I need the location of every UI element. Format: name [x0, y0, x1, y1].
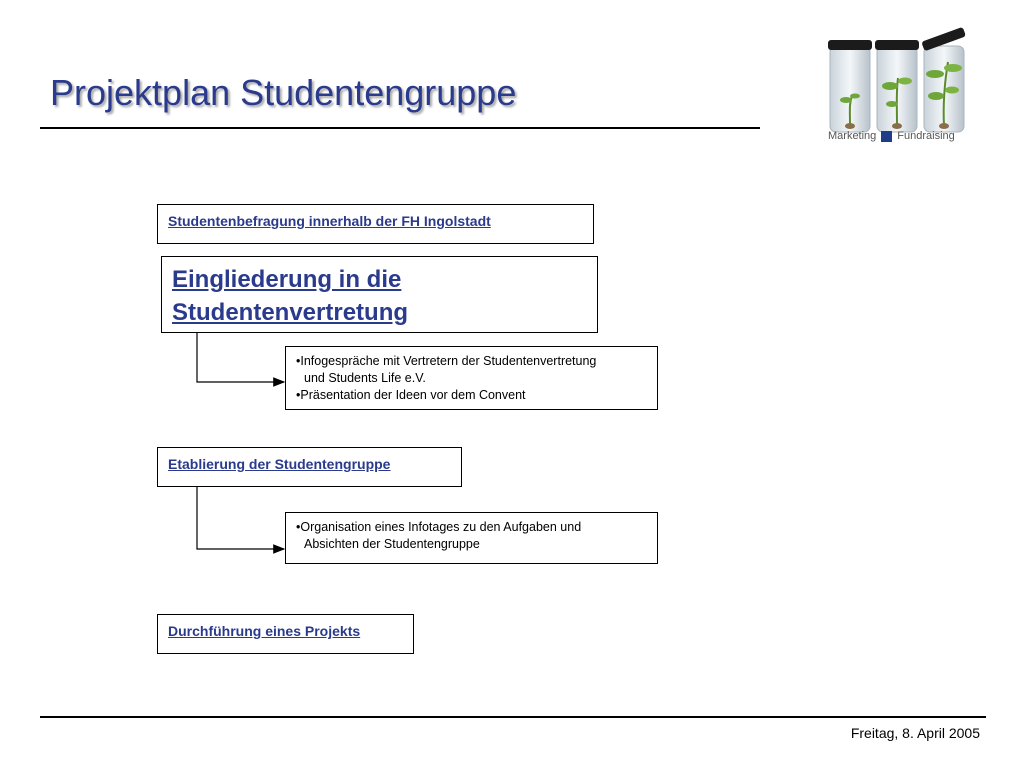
step-box-4	[157, 614, 414, 654]
detail-line: •Präsentation der Ideen vor dem Convent	[296, 388, 526, 402]
step-title-2[interactable]: Eingliederung in die Studentenvertretung	[172, 266, 409, 326]
step-title-3[interactable]: Etablierung der Studentengruppe	[168, 456, 391, 472]
details-box-2	[285, 346, 658, 410]
details-list-3	[296, 519, 581, 553]
detail-line: •Infogespräche mit Vertretern der Studentenvertretung	[296, 354, 597, 368]
connector-step2-details	[197, 333, 284, 382]
step-title-4[interactable]: Durchführung eines Projekts	[168, 623, 361, 639]
footer-date: Freitag, 8. April 2005	[850, 725, 980, 741]
slide-title: Projektplan Studentengruppe	[50, 72, 517, 113]
footer-divider	[40, 716, 986, 718]
details-box-3	[285, 512, 658, 564]
detail-line: •Organisation eines Infotages zu den Aufgaben und	[296, 520, 582, 534]
logo-text-fundraising: Fundraising	[897, 130, 955, 142]
title-divider	[40, 127, 760, 129]
connector-step3-details	[197, 487, 284, 549]
step-box-2	[161, 256, 598, 333]
detail-line: Absichten der Studentengruppe	[304, 537, 480, 551]
step-box-1	[157, 204, 594, 244]
logo-text-marketing: Marketing	[828, 130, 877, 142]
detail-line: und Students Life e.V.	[304, 371, 426, 385]
step-title-1[interactable]: Studentenbefragung innerhalb der FH Ingolstadt	[168, 213, 491, 229]
details-list-2	[296, 353, 596, 404]
logo-caption	[828, 130, 955, 142]
step-box-3	[157, 447, 462, 487]
logo-square-icon	[881, 131, 892, 142]
